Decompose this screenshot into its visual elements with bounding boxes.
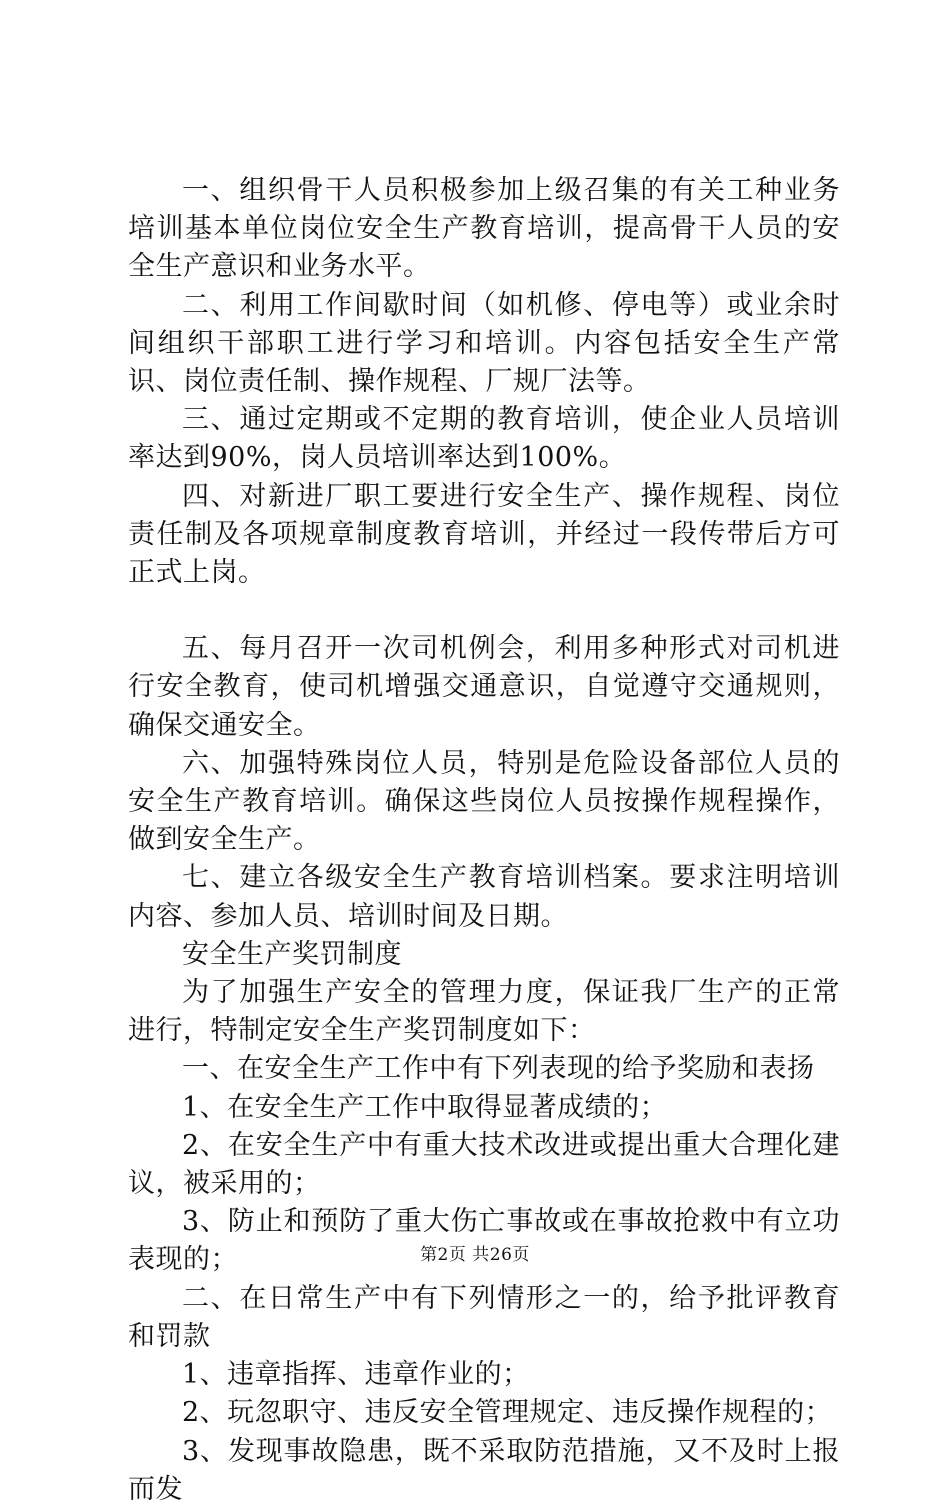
list-item: 2、玩忽职守、违反安全管理规定、违反操作规程的； <box>182 1397 833 1429</box>
paragraph: 三、通过定期或不定期的教育培训，使企业人员培训率达到90%，岗人员培训率达到100%。 <box>128 404 840 474</box>
paragraph: 为了加强生产安全的管理力度，保证我厂生产的正常进行，特制定安全生产奖罚制度如下： <box>128 977 840 1047</box>
page-number-footer: 第2页 共26页 <box>420 1245 530 1265</box>
list-item: 3、防止和预防了重大伤亡事故或在事故抢救中有立功表现的； <box>128 1206 840 1276</box>
list-item: 3、发现事故隐患，既不采取防范措施，又不及时上报而发 <box>128 1435 840 1505</box>
list-item: 1、违章指挥、违章作业的； <box>182 1359 530 1391</box>
list-item: 1、在安全生产工作中取得显著成绩的； <box>182 1091 668 1123</box>
paragraph: 一、组织骨干人员积极参加上级召集的有关工种业务培训基本单位岗位安全生产教育培训，提高骨干人员的安全生产意识和业务水平。 <box>128 175 840 283</box>
paragraph: 六、加强特殊岗位人员，特别是危险设备部位人员的安全生产教育培训。确保这些岗位人员按操作规程操作，做到安全生产。 <box>128 747 840 856</box>
paragraph: 五、每月召开一次司机例会，利用多种形式对司机进行安全教育，使司机增强交通意识，自觉遵守交通规则，确保交通安全。 <box>128 633 840 741</box>
paragraph: 四、对新进厂职工要进行安全生产、操作规程、岗位责任制及各项规章制度教育培训，并经过一段传带后方可正式上岗。 <box>128 480 840 589</box>
list-item: 2、在安全生产中有重大技术改进或提出重大合理化建议，被采用的； <box>128 1129 840 1200</box>
document-body <box>128 172 840 1509</box>
paragraph: 二、利用工作间歇时间（如机修、停电等）或业余时间组织干部职工进行学习和培训。内容包括安全生产常识、岗位责任制、操作规程、厂规厂法等。 <box>128 289 840 398</box>
paragraph: 七、建立各级安全生产教育培训档案。要求注明培训内容、参加人员、培训时间及日期。 <box>128 862 840 932</box>
paragraph: 一、在安全生产工作中有下列表现的给予奖励和表扬 <box>182 1053 815 1085</box>
section-heading: 安全生产奖罚制度 <box>182 938 402 970</box>
paragraph: 二、在日常生产中有下列情形之一的，给予批评教育和罚款 <box>128 1282 840 1352</box>
